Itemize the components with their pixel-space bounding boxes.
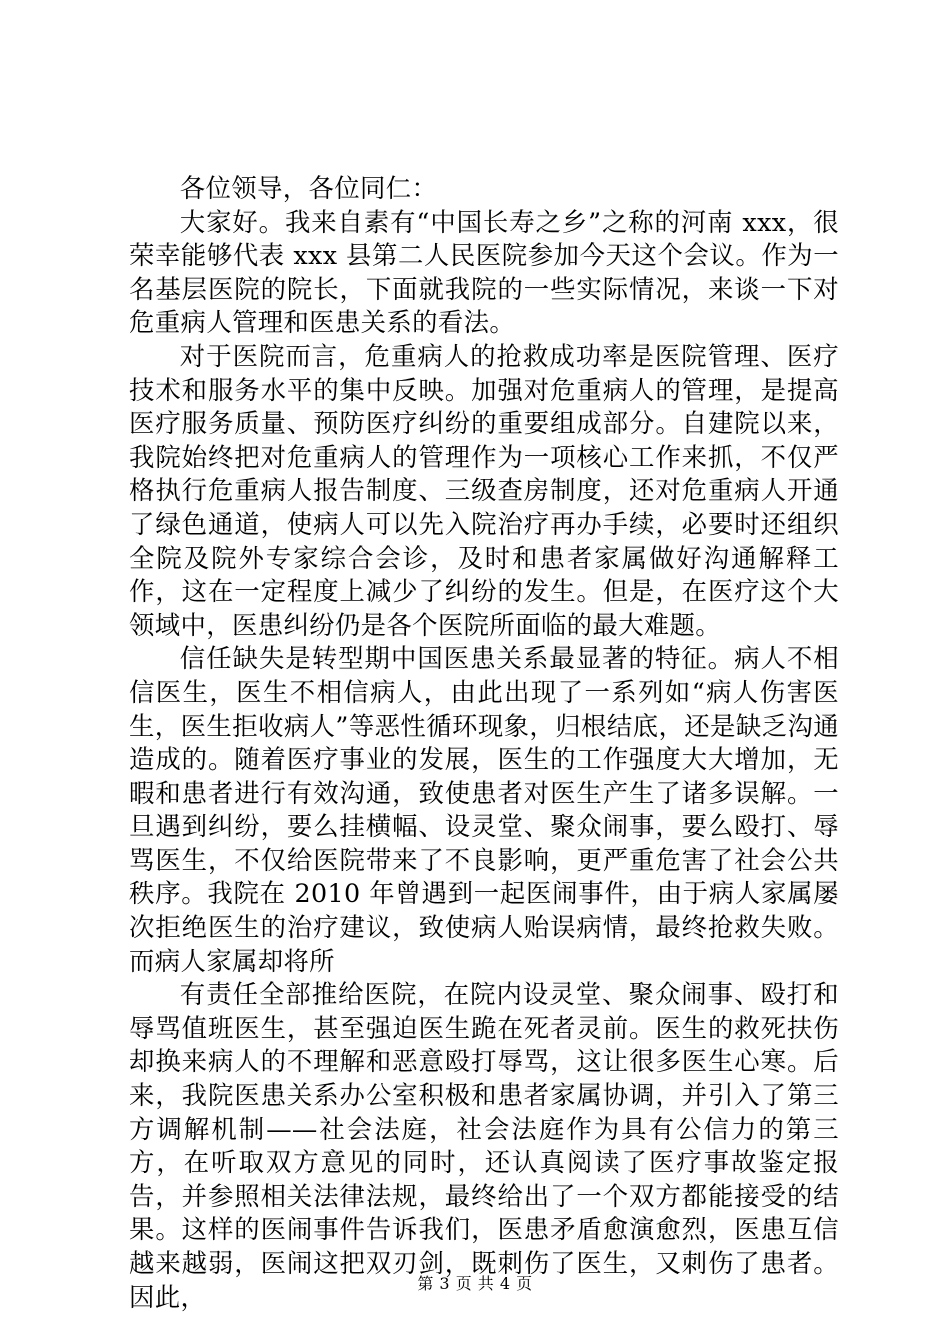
paragraph-trust-deficit: 信任缺失是转型期中国医患关系最显著的特征。病人不相信医生，医生不相信病人，由此出现了一系列如“病人伤害医生，医生拒收病人”等恶性循环现象，归根结底，还是缺乏沟通造成的。随着医疗事业的发展，医生的工作强度大大增加，无暇和患者进行有效沟通，致使患者对医生产生了诸多误解。一旦遇到纠纷，要么挂横幅、设灵堂、聚众闹事，要么殴打、辱骂医生，不仅给医院带来了不良影响，更严重危害了社会公共秩序。我院在 2010 年曾遇到一起医闹事件，由于病人家属屡次拒绝医生的治疗建议，致使病人贻误病情，最终抢救失败。而病人家属却将所 (129, 643, 839, 976)
document-body (129, 172, 839, 1314)
paragraph-greeting: 大家好。我来自素有“中国长寿之乡”之称的河南 xxx，很荣幸能够代表 xxx 县第二人民医院参加今天这个会议。作为一名基层医院的院长，下面就我院的一些实际情况，来谈一下对危重病人管理和医患关系的看法。 (129, 206, 839, 338)
paragraph-critical-patient-management: 对于医院而言，危重病人的抢救成功率是医院管理、医疗技术和服务水平的集中反映。加强对危重病人的管理，是提高医疗服务质量、预防医疗纠纷的重要组成部分。自建院以来，我院始终把对危重病人的管理作为一项核心工作来抓，不仅严格执行危重病人报告制度、三级查房制度，还对危重病人开通了绿色通道，使病人可以先入院治疗再办手续，必要时还组织全院及院外专家综合会诊，及时和患者家属做好沟通解释工作，这在一定程度上减少了纠纷的发生。但是，在医疗这个大领域中，医患纠纷仍是各个医院所面临的最大难题。 (129, 340, 839, 640)
page-footer (0, 1274, 950, 1294)
page-number-label: 第 3 页 共 4 页 (417, 1274, 533, 1293)
salutation: 各位领导，各位同仁： (179, 173, 438, 203)
paragraph-dispute-resolution: 有责任全部推给医院，在院内设灵堂、聚众闹事、殴打和辱骂值班医生，甚至强迫医生跪在死者灵前。医生的救死扶伤却换来病人的不理解和恶意殴打辱骂，这让很多医生心寒。后来，我院医患关系办公室积极和患者家属协调，并引入了第三方调解机制——社会法庭，社会法庭作为具有公信力的第三方，在听取双方意见的同时，还认真阅读了医疗事故鉴定报告，并参照相关法律法规，最终给出了一个双方都能接受的结果。这样的医闹事件告诉我们，医患矛盾愈演愈烈，医患互信越来越弱，医闹这把双刃剑，既刺伤了医生，又刺伤了患者。因此， (129, 979, 839, 1312)
